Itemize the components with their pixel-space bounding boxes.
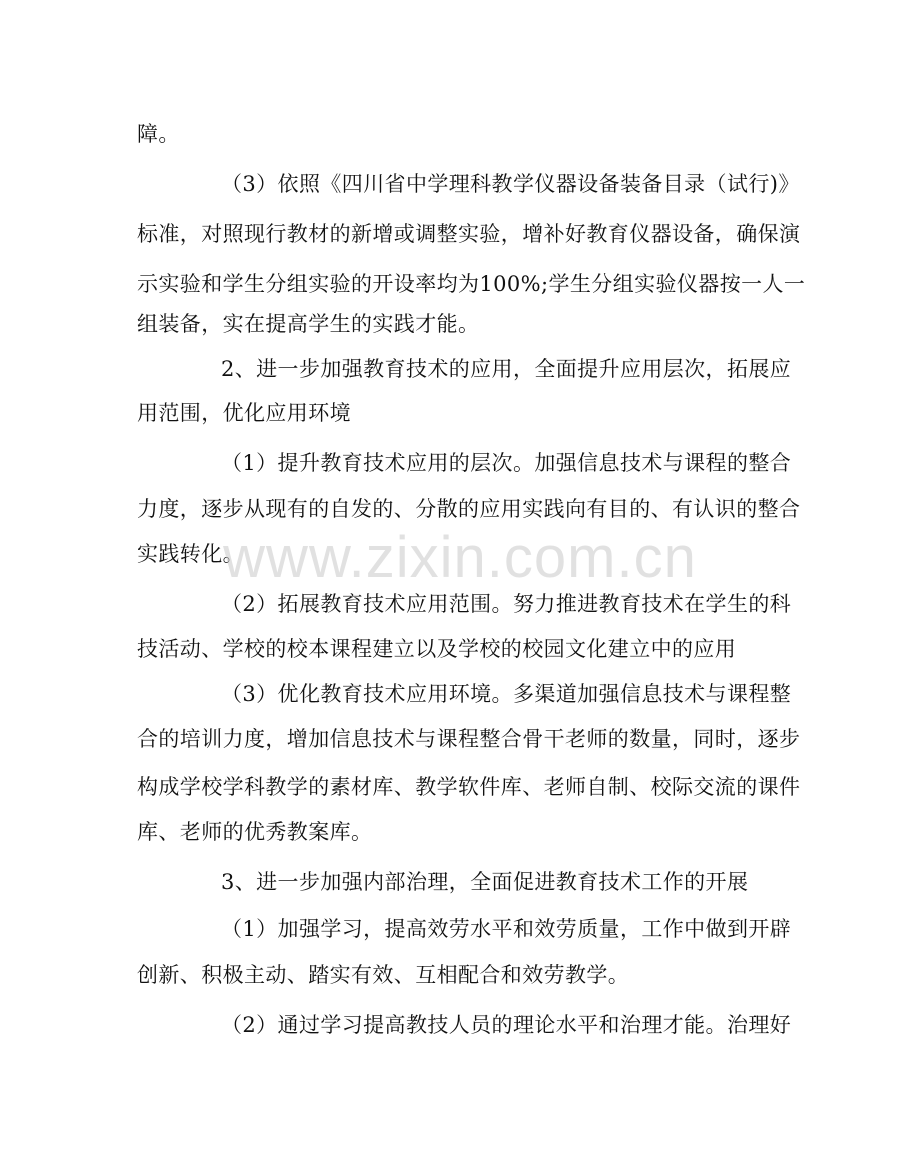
text-line: （2）通过学习提高教技人员的理论水平和治理才能。治理好	[221, 1013, 792, 1037]
text-line: 力度，逐步从现有的自发的、分散的应用实践向有目的、有认识的整合	[137, 497, 801, 521]
text-line: 技活动、学校的校本课程建立以及学校的校园文化建立中的应用	[137, 637, 737, 661]
text-line: 组装备，实在提高学生的实践才能。	[137, 312, 480, 336]
text-line: （3）优化教育技术应用环境。多渠道加强信息技术与课程整	[221, 682, 792, 706]
text-line: （1）提升教育技术应用的层次。加强信息技术与课程的整合	[221, 451, 792, 475]
text-line: 合的培训力度，增加信息技术与课程整合骨干老师的数量，同时，逐步	[137, 727, 801, 751]
text-line: 创新、积极主动、踏实有效、互相配合和效劳教学。	[137, 963, 630, 987]
text-line: （2）拓展教育技术应用范围。努力推进教育技术在学生的科	[221, 592, 792, 616]
text-line: （3）依照《四川省中学理科教学仪器设备装备目录（试行)》	[221, 172, 800, 196]
text-line: （1）加强学习，提高效劳水平和效劳质量，工作中做到开辟	[221, 917, 792, 941]
section-heading: 3、进一步加强内部治理，全面促进教育技术工作的开展	[221, 870, 749, 894]
text-line: 标准，对照现行教材的新增或调整实验，增补好教育仪器设备，确保演	[137, 222, 801, 246]
text-line: 示实验和学生分组实验的开设率均为100%;学生分组实验仪器按一人一	[137, 272, 806, 296]
watermark: www.zixin.com.cn	[223, 525, 697, 590]
text-line: 库、老师的优秀教案库。	[137, 820, 373, 844]
section-heading: 2、进一步加强教育技术的应用，全面提升应用层次，拓展应	[221, 357, 792, 381]
text-line: 障。	[137, 122, 180, 146]
text-line: 实践转化。	[137, 542, 244, 566]
text-line: 构成学校学科教学的素材库、教学软件库、老师自制、校际交流的课件	[137, 775, 801, 799]
section-heading: 用范围，优化应用环境	[137, 401, 351, 425]
